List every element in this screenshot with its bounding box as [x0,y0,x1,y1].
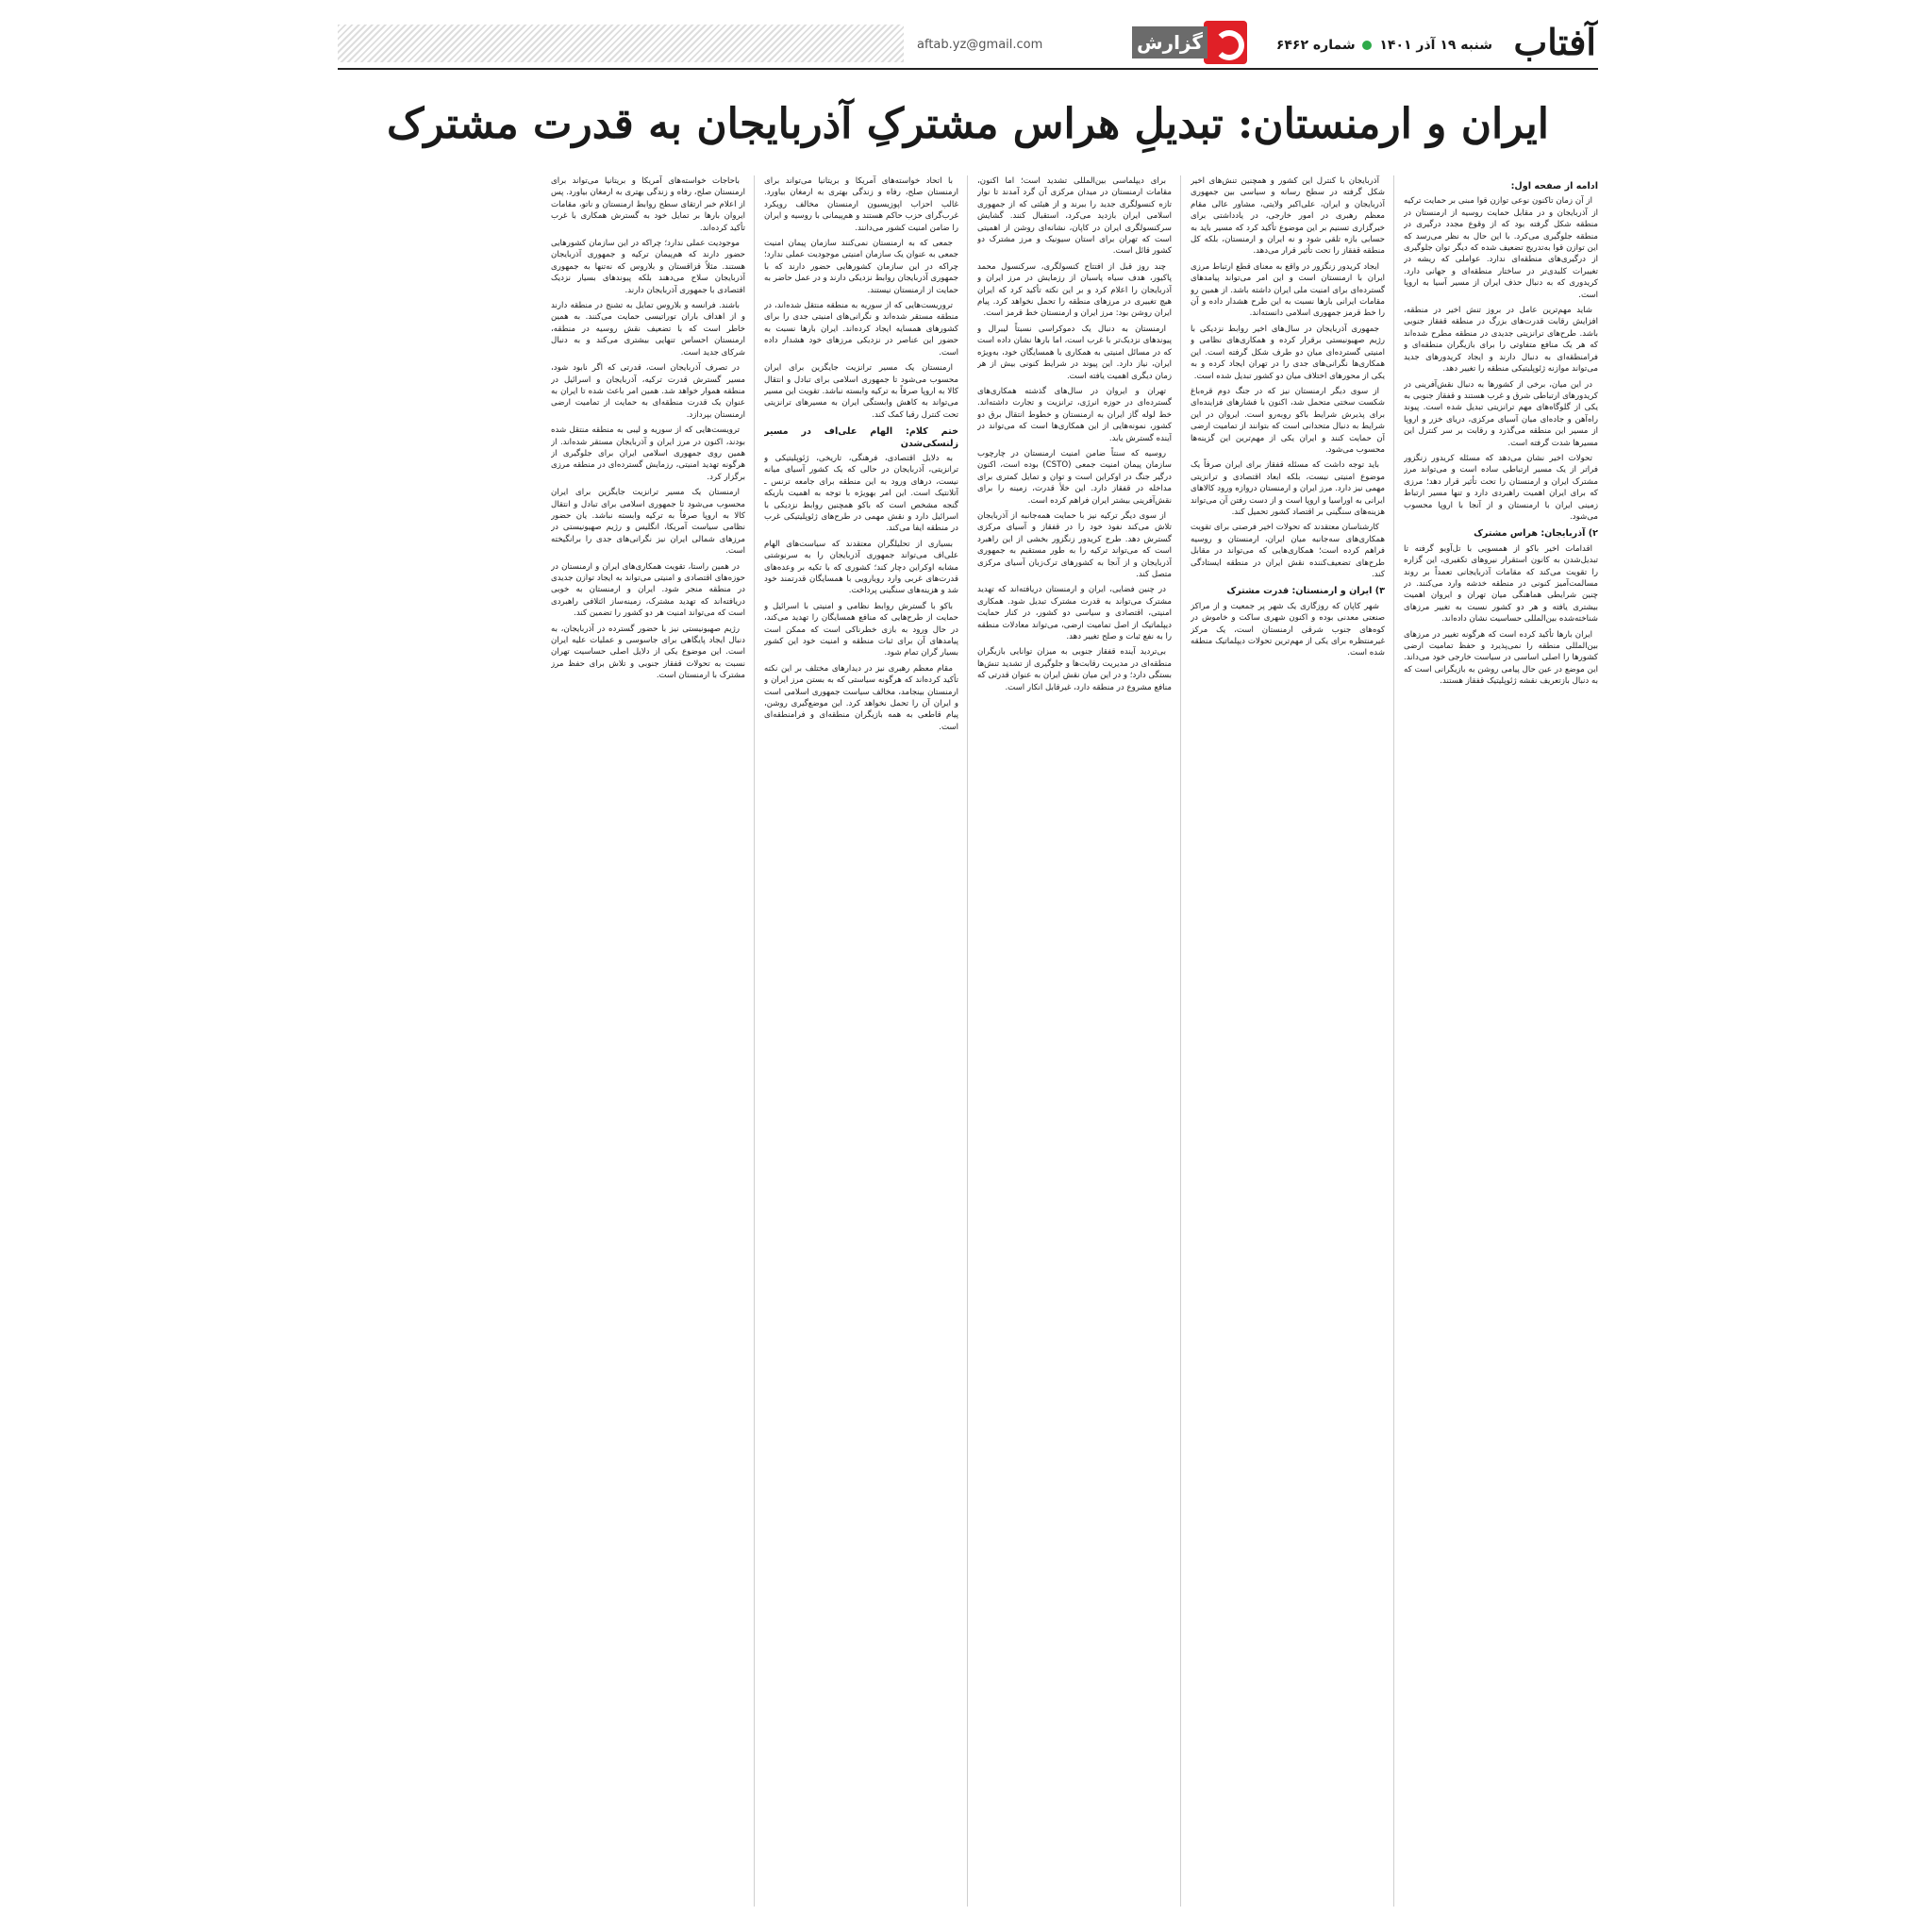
paragraph: برای دیپلماسی بین‌المللی تشدید است؛ اما اکنون، مقامات ارمنستان در میدان مرکزی آن گرد آمدند تا نوار تازه کنسولگری جدید را ببرند و از هیئتی که از جمهوری اسلامی ایران بازدید می‌کرد، استقبال کنند. گشایش سرکنسولگری ایران در کاپان، نشانه‌ای روشن از اهمیتی است که تهران برای استان سیونیک و مرز مشترک دو کشور قائل است. [977,176,1172,257]
header-rule [338,68,1598,70]
column-divider [1393,175,1394,1907]
continued-label: ادامه از صفحه اول: [1510,181,1598,192]
contact-email: aftab.yz@gmail.com [917,38,1043,52]
section-subheading: ۲) آذربایجان: هراس مشترک [1474,528,1598,540]
header-hatch-pattern [338,25,904,62]
issue-number: شماره ۶۴۶۲ [1275,38,1356,53]
article-column-2 [1191,175,1385,1907]
paragraph: ایجاد کریدور زنگزور در واقع به معنای قطع ارتباط مرزی ایران با ارمنستان است و این امر می‌تواند پیامدهای گسترده‌ای برای امنیت ملی ایران داشته باشد. از همین رو مقامات ایرانی بارها نسبت به این طرح هشدار داده و آن را خط قرمز جمهوری اسلامی دانسته‌اند. [1191,261,1385,319]
section-label: گزارش [1132,26,1208,58]
paragraph: با اتحاد خواسته‌های آمریکا و بریتانیا می‌تواند برای ارمنستان صلح، رفاه و زندگی بهتری به ارمغان بیاورد. غالب احزاب اپوزیسیون ارمنستان مخالف رویکرد غرب‌گرای حزب حاکم هستند و هم‌پیمانی با روسیه و ایران را ضامن امنیت کشور می‌دانند. [764,176,958,233]
paragraph: باید توجه داشت که مسئله قفقاز برای ایران صرفاً یک موضوع امنیتی نیست، بلکه ابعاد اقتصادی و ترانزیتی مهمی نیز دارد. مرز ایران و ارمنستان دروازه ورود کالاهای ایرانی به اوراسیا و اروپا است و از دست رفتن آن می‌تواند هزینه‌های سنگینی بر اقتصاد کشور تحمیل کند. [1191,460,1385,517]
article-column-4 [764,175,958,1907]
paragraph: در تصرف آذربایجان است، قدرتی که اگر نابود شود، مسیر گسترش قدرت ترکیه، آذربایجان و اسرائیل در منطقه هموار خواهد شد. همین امر باعث شده تا ایران به عنوان یک قدرت منطقه‌ای به حمایت از تمامیت ارضی ارمنستان بپردازد. [551,363,745,420]
paragraph: باحاجات خواسته‌های آمریکا و بریتانیا می‌تواند برای ارمنستان صلح، رفاه و زندگی بهتری به ارمغان بیاورد. پس از اعلام خبر ارتقای سطح روابط ارمنستان و ناتو، مقامات ایروان بارها بر تمایل خود به گسترش همکاری با غرب تأکید کرده‌اند. [551,176,745,233]
masthead [338,17,1598,70]
paragraph: شاید مهم‌ترین عامل در بروز تنش اخیر در منطقه، افزایش رقابت قدرت‌های بزرگ در منطقه قفقاز جنوبی باشد. طرح‌های ترانزیتی جدیدی در منطقه مطرح شده‌اند که هر یک منافع متفاوتی را برای بازیگران منطقه‌ای و فرامنطقه‌ای به دنبال دارند و ایجاد کریدورهای جدید می‌تواند موازنه ژئوپلیتیکی منطقه را تغییر دهد. [1404,306,1598,375]
paragraph: در همین راستا، تقویت همکاری‌های ایران و ارمنستان در حوزه‌های اقتصادی و امنیتی می‌تواند به ایجاد توازن جدیدی در منطقه منجر شود. ایران و ارمنستان به خوبی دریافته‌اند که تهدید مشترک، زمینه‌ساز ائتلافی راهبردی است که می‌تواند امنیت هر دو کشور را تضمین کند. [551,561,745,619]
issue-date: شنبه ۱۹ آذر ۱۴۰۱ [1379,38,1492,53]
paragraph: بسیاری از تحلیلگران معتقدند که سیاست‌های الهام علی‌اف می‌تواند جمهوری آذربایجان را به سرنوشتی مشابه اوکراین دچار کند؛ کشوری که با تکیه بر وعده‌های قدرت‌های غربی وارد رویارویی با همسایگان قدرتمند خود شد و هزینه‌های سنگینی پرداخت. [764,539,958,596]
newspaper-logo: آفتاب [1513,21,1596,63]
paragraph: بی‌تردید آینده قفقاز جنوبی به میزان توانایی بازیگران منطقه‌ای در مدیریت رقابت‌ها و جلوگیری از تشدید تنش‌ها بستگی دارد؛ و در این میان نقش ایران به عنوان قدرتی که منافع مشروع در منطقه دارد، غیرقابل انکار است. [977,647,1172,692]
paragraph: اقدامات اخیر باکو از همسویی با تل‌آویو گرفته تا تبدیل‌شدن به کانون استقرار نیروهای تکفیری، این گزاره را تقویت می‌کند که مقامات آذربایجانی تعمداً بر روند مسالمت‌آمیز کنونی در منطقه خدشه وارد می‌کنند. در چنین شرایطی هماهنگی میان تهران و ایروان اهمیت بیشتری یافته و هر دو کشور نسبت به تغییر مرزهای شناخته‌شده بین‌المللی حساسیت نشان داده‌اند. [1404,543,1598,625]
newspaper-page [338,17,1598,1918]
column-divider [1180,175,1181,1907]
paragraph: در این میان، برخی از کشورها به دنبال نقش‌آفرینی در کریدورهای ارتباطی شرق و غرب هستند و قفقاز جنوبی به یکی از گلوگاه‌های مهم ترانزیتی تبدیل شده است. پیوند راه‌آهن و جاده‌ای میان آسیای مرکزی، دریای خزر و اروپا از مسیر این منطقه می‌گذرد و رقابت بر سر کنترل این مسیرها شدت گرفته است. [1404,379,1598,448]
page-headline: ایران و ارمنستان: تبدیلِ هراس مشترکِ آذربایجان به قدرت مشترک [386,100,1550,148]
paragraph: از سوی دیگر ترکیه نیز با حمایت همه‌جانبه از آذربایجان تلاش می‌کند نفوذ خود را در قفقاز و آسیای مرکزی گسترش دهد. طرح کریدور زنگزور بخشی از این راهبرد است که می‌تواند ترکیه را به طور مستقیم به جمهوری آذربایجان و از آنجا به کشورهای ترک‌زبان آسیای مرکزی متصل کند. [977,510,1172,579]
paragraph: روسیه که سنتاً ضامن امنیت ارمنستان در چارچوب سازمان پیمان امنیت جمعی (CSTO) بوده است، اکنون درگیر جنگ در اوکراین است و توان و تمایل کمتری برای مداخله در قفقاز دارد. این خلأ قدرت، زمینه را برای نقش‌آفرینی بیشتر ایران فراهم کرده است. [977,448,1172,506]
column-divider [754,175,755,1907]
paragraph: تروریست‌هایی که از سوریه به منطقه منتقل شده‌اند، در منطقه مستقر شده‌اند و نگرانی‌های امنیتی جدی را برای کشورهای همسایه ایجاد کرده‌اند. ایران بارها نسبت به حضور این عناصر در نزدیکی مرزهای خود هشدار داده است. [764,301,958,358]
issue-info [1276,38,1492,53]
separator-dot-icon [1362,41,1372,50]
paragraph: کارشناسان معتقدند که تحولات اخیر فرصتی برای تقویت همکاری‌های سه‌جانبه میان ایران، ارمنستان و روسیه فراهم کرده است؛ همکاری‌هایی که می‌تواند در مقابل طرح‌های تضعیف‌کننده نقش ایران در منطقه ایستادگی کند. [1191,523,1385,579]
paragraph: تحولات اخیر نشان می‌دهد که مسئله کریدور زنگزور فراتر از یک مسیر ارتباطی ساده است و می‌تواند مرز مشترک ایران و ارمنستان را تحت تأثیر قرار دهد؛ مرزی که برای ایران اهمیت راهبردی دارد و تنها مسیر ارتباط زمینی ایران با ارمنستان و از آنجا با اروپا محسوب می‌شود. [1404,453,1598,522]
paragraph: جمعی که به ارمنستان نمی‌کنند سازمان پیمان امنیت جمعی به عنوان یک سازمان امنیتی موجودیت عملی ندارد؛ چراکه در این سازمان کشورهایی حضور دارند که با جمهوری آذربایجان روابط نزدیکی دارند و در عمل حاضر به حمایت از ارمنستان نیستند. [764,239,958,295]
paragraph: جمهوری آذربایجان در سال‌های اخیر روابط نزدیکی با رژیم صهیونیستی برقرار کرده و همکاری‌های نظامی و امنیتی گسترده‌ای میان دو طرف شکل گرفته است. این همکاری‌ها نگرانی‌های جدی را در تهران ایجاد کرده و به یکی از محورهای اختلاف میان دو کشور تبدیل شده است. [1191,324,1385,381]
paragraph: رژیم صهیونیستی نیز با حضور گسترده در آذربایجان، به دنبال ایجاد پایگاهی برای جاسوسی و عملیات علیه ایران است. این موضوع یکی از دلایل اصلی حساسیت تهران نسبت به تحولات قفقاز جنوبی و تلاش برای حفظ مرز مشترک با ارمنستان است. [551,624,745,681]
paragraph: ارمنستان یک مسیر ترانزیت جایگزین برای ایران محسوب می‌شود تا جمهوری اسلامی برای تبادل و انتقال کالا به اروپا صرفاً به ترکیه وابسته نباشد. تقویت این مسیر می‌تواند به کاهش وابستگی ایران به مسیرهای ترانزیتی تحت کنترل رقبا کمک کند. [764,363,958,420]
paragraph: ارمنستان به دنبال یک دموکراسی نسبتاً لیبرال و پیوندهای نزدیک‌تر با غرب است، اما بارها نشان داده است که در مسائل امنیتی به همکاری با همسایگان خود، به‌ویژه ایران، نیاز دارد. این پیوند در شرایط کنونی بیش از هر زمان دیگری اهمیت یافته است. [977,324,1172,381]
paragraph: به دلایل اقتصادی، فرهنگی، تاریخی، ژئوپلیتیکی و ترانزیتی، آذربایجان در حالی که یک کشور آسیای میانه نیست، درهای ورود به این منطقه برای جامعه ترنس ـ آتلانتیک است. این امر بهویژه با توجه به اهمیت باریکه گنجه مشخص است که باکو همچنین روابط نزدیکی با اسرائیل دارد و نقش مهمی در طرح‌های ژئوپلیتیکی غرب در منطقه ایفا می‌کند. [764,453,958,534]
paragraph: آذربایجان با کنترل این کشور و همچنین تنش‌های اخیر شکل گرفته در سطح رسانه و سیاسی بین جمهوری آذربایجان و ایران، علی‌اکبر ولایتی، مشاور عالی مقام معظم رهبری در امور خارجی، در یادداشتی برای خبرگزاری تسنیم بر این موضوع تأکید کرد که مسیر باید به حسابی بازه تلقی شود و نه ایران و ارمنستان، بلکه کل منطقه قفقاز را تحت تأثیر قرار می‌دهد. [1191,176,1385,257]
column-divider [967,175,968,1907]
paragraph: موجودیت عملی ندارد؛ چراکه در این سازمان کشورهایی حضور دارند که هم‌پیمان ترکیه و جمهوری آذربایجان هستند. مثلاً قزاقستان و بلاروس که نه‌تنها به جمهوری آذربایجان سلاح می‌دهند بلکه پیوندهای بسیار نزدیک اقتصادی با جمهوری آذربایجان دارند. [551,239,745,295]
paragraph: از آن زمان تاکنون نوعی توازن قوا مبنی بر حمایت ترکیه از آذربایجان و در مقابل حمایت روسیه از ارمنستان در منطقه شکل گرفته بود که از وقوع مجدد درگیری در منطقه جلوگیری می‌کرد. با این حال به نظر می‌رسد که این توازن قوا به‌تدریج تضعیف شده که دیگر توان جلوگیری از درگیری‌های منطقه‌ای ندارد. عواملی که ریشه در تغییرات کلیدی‌تر در ساختار منطقه‌ای و جهانی دارد. کریدوری که به دنبال حذف ایران از مسیر آسیا به اروپا است. [1404,196,1598,300]
article-column-1 [1404,175,1598,1907]
paragraph: ایران بارها تأکید کرده است که هرگونه تغییر در مرزهای بین‌المللی منطقه را نمی‌پذیرد و حفظ تمامیت ارضی کشورها را اصلی اساسی در سیاست خارجی خود می‌داند. این موضع در عین حال پیامی روشن به بازیگرانی است که به دنبال بازتعریف نقشه ژئوپلیتیک قفقاز هستند. [1404,629,1598,687]
paragraph: شهر کاپان که روزگاری یک شهر پر جمعیت و از مراکز صنعتی معدنی بوده و اکنون شهری ساکت و خاموش در کوه‌های جنوب شرقی ارمنستان است، یک مرکز غیرمنتظره برای یکی از مهم‌ترین تحولات دیپلماتیک منطقه شده است. [1191,601,1385,658]
paragraph: باشند. فرانسه و بلاروس تمایل به تشنج در منطقه دارند و از اهداف باران توراتیسی حمایت می‌کنند. به همین خاطر است که با تضعیف نقش روسیه در منطقه، ارمنستان احساس تنهایی بیشتری می‌کند و به دنبال شرکای جدید است. [551,301,745,358]
section-badge [1134,21,1247,60]
report-logo-icon [1204,21,1247,64]
paragraph: از سوی دیگر ارمنستان نیز که در جنگ دوم قره‌باغ شکست سختی متحمل شد، اکنون با فشارهای فزاینده‌ای برای پذیرش شرایط باکو روبه‌رو است. ایروان در این شرایط به دنبال متحدانی است که بتوانند از تمامیت ارضی آن حمایت کنند و ایران یکی از مهم‌ترین این گزینه‌ها محسوب می‌شود. [1191,386,1385,455]
paragraph: تهران و ایروان در سال‌های گذشته همکاری‌های گسترده‌ای در حوزه انرژی، ترانزیت و تجارت داشته‌اند. خط لوله گاز ایران به ارمنستان و خطوط انتقال برق دو کشور، نمونه‌هایی از این همکاری‌ها است که می‌تواند در آینده گسترش یابد. [977,386,1172,443]
article-column-5 [551,175,745,1907]
paragraph: ترویست‌هایی که از سوریه و لیبی به منطقه منتقل شده بودند، اکنون در مرز ایران و آذربایجان مستقر شده‌اند. از همین روی جمهوری اسلامی ایران برای جلوگیری از هرگونه تهدید امنیتی، رزمایش گسترده‌ای در منطقه مرزی برگزار کرد. [551,425,745,482]
section-subheading: ختم کلام: الهام علی‌اف در مسیر زلنسکی‌شدن [764,426,958,449]
paragraph: در چنین فضایی، ایران و ارمنستان دریافته‌اند که تهدید مشترک می‌تواند به قدرت مشترک تبدیل شود. همکاری امنیتی، اقتصادی و سیاسی دو کشور، در کنار حمایت دیپلماتیک از اصل تمامیت ارضی، می‌تواند معادلات منطقه را به نفع ثبات و صلح تغییر دهد. [977,585,1172,642]
section-subheading: ۳) ایران و ارمنستان: قدرت مشترک [1226,586,1385,597]
paragraph: چند روز قبل از افتتاح کنسولگری، سرکنسول محمد پاکیور، هدف سیاه پاسبان از رزمایش در مرز ایران و آذربایجان را اعلام کرد و بر این نکته تأکید کرد که ایران هیچ تغییری در مرزهای منطقه را تحمل نخواهد کرد. پیام ایران روشن بود: مرز ایران و ارمنستان خط قرمز است. [977,261,1172,319]
paragraph: مقام معظم رهبری نیز در دیدارهای مختلف بر این نکته تأکید کرده‌اند که هرگونه سیاستی که به بستن مرز ایران و ارمنستان بینجامد، مخالف سیاست جمهوری اسلامی است و ایران آن را تحمل نخواهد کرد. این موضع‌گیری روشن، پیام قاطعی به همه بازیگران منطقه‌ای و فرامنطقه‌ای است. [764,663,958,732]
paragraph: ارمنستان یک مسیر ترانزیت جایگزین برای ایران محسوب می‌شود تا جمهوری اسلامی برای تبادل و انتقال کالا به اروپا صرفاً به ترکیه وابسته نباشد. یان حضور نظامی سیاست آمریکا، انگلیس و رژیم صهیونیستی در مرزهای شمالی ایران نیز نگرانی‌های جدی را برانگیخته است. [551,488,745,557]
article-column-3 [977,175,1172,1907]
paragraph: باکو با گسترش روابط نظامی و امنیتی با اسرائیل و حمایت از طرح‌هایی که منافع همسایگان را تهدید می‌کند، در حال ورود به بازی خطرناکی است که ممکن است پیامدهای آن برای ثبات منطقه و امنیت خود این کشور بسیار گران تمام شود. [764,601,958,658]
